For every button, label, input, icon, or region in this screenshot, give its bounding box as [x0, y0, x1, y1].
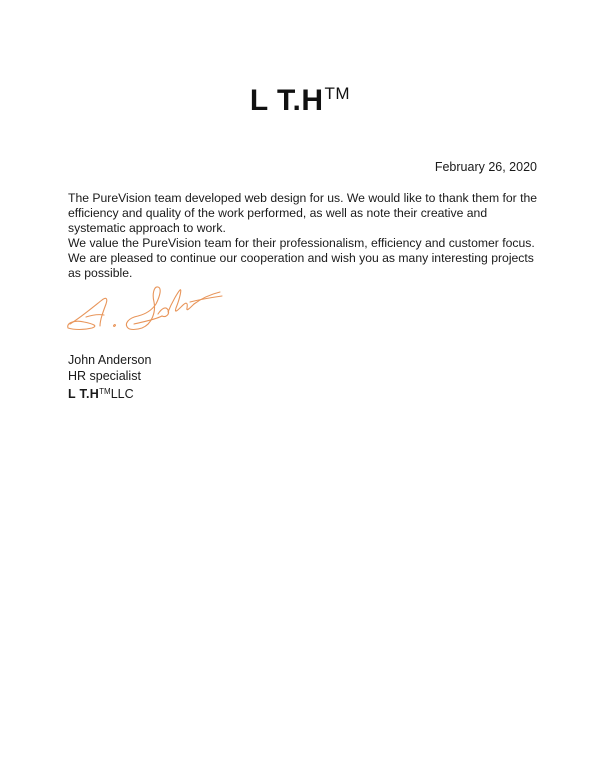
- letter-paragraph: The PureVision team developed web design for us. We would like to thank them for the efficiency and quality of the work performed, as well as note their creative and systematic approach to work.: [68, 191, 538, 235]
- company-trademark: TM: [99, 387, 111, 396]
- letter-date: February 26, 2020: [434, 160, 537, 174]
- trademark-mark: TM: [324, 84, 351, 103]
- logo-text: L T.H: [249, 84, 324, 117]
- handwritten-signature-icon: [62, 280, 232, 340]
- signer-block: [68, 352, 151, 402]
- signer-company: [68, 384, 151, 402]
- letter-paragraph: We value the PureVision team for their professionalism, efficiency and customer focus. We are pleased to continue our cooperation and wish you as many interesting projects as possible.: [68, 236, 535, 280]
- company-logo: [0, 84, 600, 118]
- letter-body: [68, 191, 542, 281]
- company-suffix: LLC: [110, 387, 134, 401]
- company-brand: L T.H: [68, 387, 100, 401]
- signer-name: John Anderson: [68, 353, 152, 367]
- signer-title: HR specialist: [68, 369, 141, 383]
